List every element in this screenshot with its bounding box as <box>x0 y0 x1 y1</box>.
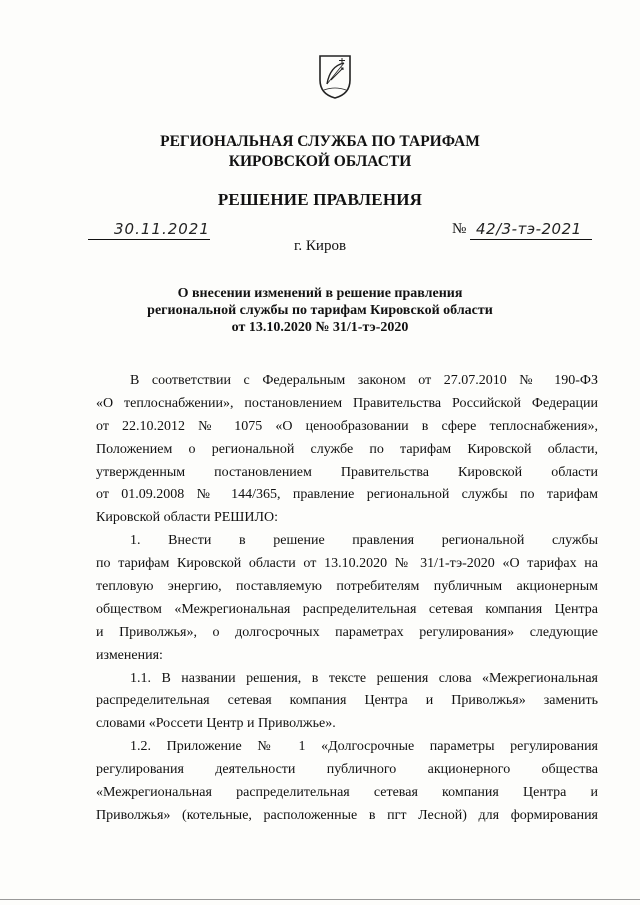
subject-line-2: региональной службы по тарифам Кировской области <box>147 303 493 318</box>
decision-date-field <box>88 219 210 240</box>
document-title: РЕШЕНИЕ ПРАВЛЕНИЯ <box>217 190 423 209</box>
body-line: 1. Внести в решение правления региональной службы <box>130 533 598 549</box>
body-line: по тарифам Кировской области от 13.10.2020 № 31/1-тэ-2020 «О тарифах на <box>96 556 598 572</box>
body-line: и Приволжья», о долгосрочных параметрах регулирования» следующие <box>96 624 598 640</box>
subject-line-3: от 13.10.2020 № 31/1-тэ-2020 <box>231 320 409 335</box>
decision-date: 30.11.2021 <box>114 220 210 238</box>
body-line: 1.1. В названии решения, в тексте решения слова «Межрегиональная <box>130 670 598 686</box>
body-line: 1.2. Приложение № 1 «Долгосрочные параметры регулирования <box>130 739 598 755</box>
body-line: распределительная сетевая компания Центра и Приволжья» заменить <box>96 693 598 709</box>
coat-of-arms-emblem <box>318 54 352 100</box>
org-name-line-1: РЕГИОНАЛЬНАЯ СЛУЖБА ПО ТАРИФАМ <box>160 133 480 150</box>
body-line: изменения: <box>96 647 163 663</box>
body-line: Положением о региональной службе по тарифам Кировской области, <box>96 441 598 457</box>
decision-number-field <box>470 219 592 240</box>
body-line: «Межрегиональная распределительная сетевая компания Центра и <box>96 785 598 801</box>
document-body <box>96 370 598 828</box>
body-line: Приволжья» (котельные, расположенные в пгт Лесной) для формирования <box>96 807 598 823</box>
body-line: тепловую энергию, поставляемую потребителям публичным акционерным <box>96 579 598 595</box>
page-bottom-rule <box>0 899 640 900</box>
city-name: г. Киров <box>293 238 347 254</box>
number-sign: № <box>452 221 467 237</box>
body-line: В соответствии с Федеральным законом от 27.07.2010 № 190-ФЗ <box>130 373 598 388</box>
subject-line-1: О внесении изменений в решение правления <box>177 286 463 301</box>
body-line: обществом «Межрегиональная распределительная сетевая компания Центра <box>96 601 598 617</box>
body-line: «О теплоснабжении», постановлением Правительства Российской Федерации <box>96 395 598 411</box>
decision-number: 42/3-тэ-2021 <box>476 220 582 238</box>
body-line: словами «Россети Центр и Приволжье». <box>96 716 336 732</box>
org-name-line-2: КИРОВСКОЙ ОБЛАСТИ <box>228 153 412 170</box>
body-line: от 01.09.2008 № 144/365, правление региональной службы по тарифам <box>96 487 598 503</box>
body-line: от 22.10.2012 № 1075 «О ценообразовании в сфере теплоснабжения», <box>96 418 598 434</box>
body-line: регулирования деятельности публичного акционерного общества <box>96 762 598 778</box>
body-line: Кировской области РЕШИЛО: <box>96 510 279 526</box>
body-line: утвержденным постановлением Правительства Кировской области <box>96 464 598 480</box>
